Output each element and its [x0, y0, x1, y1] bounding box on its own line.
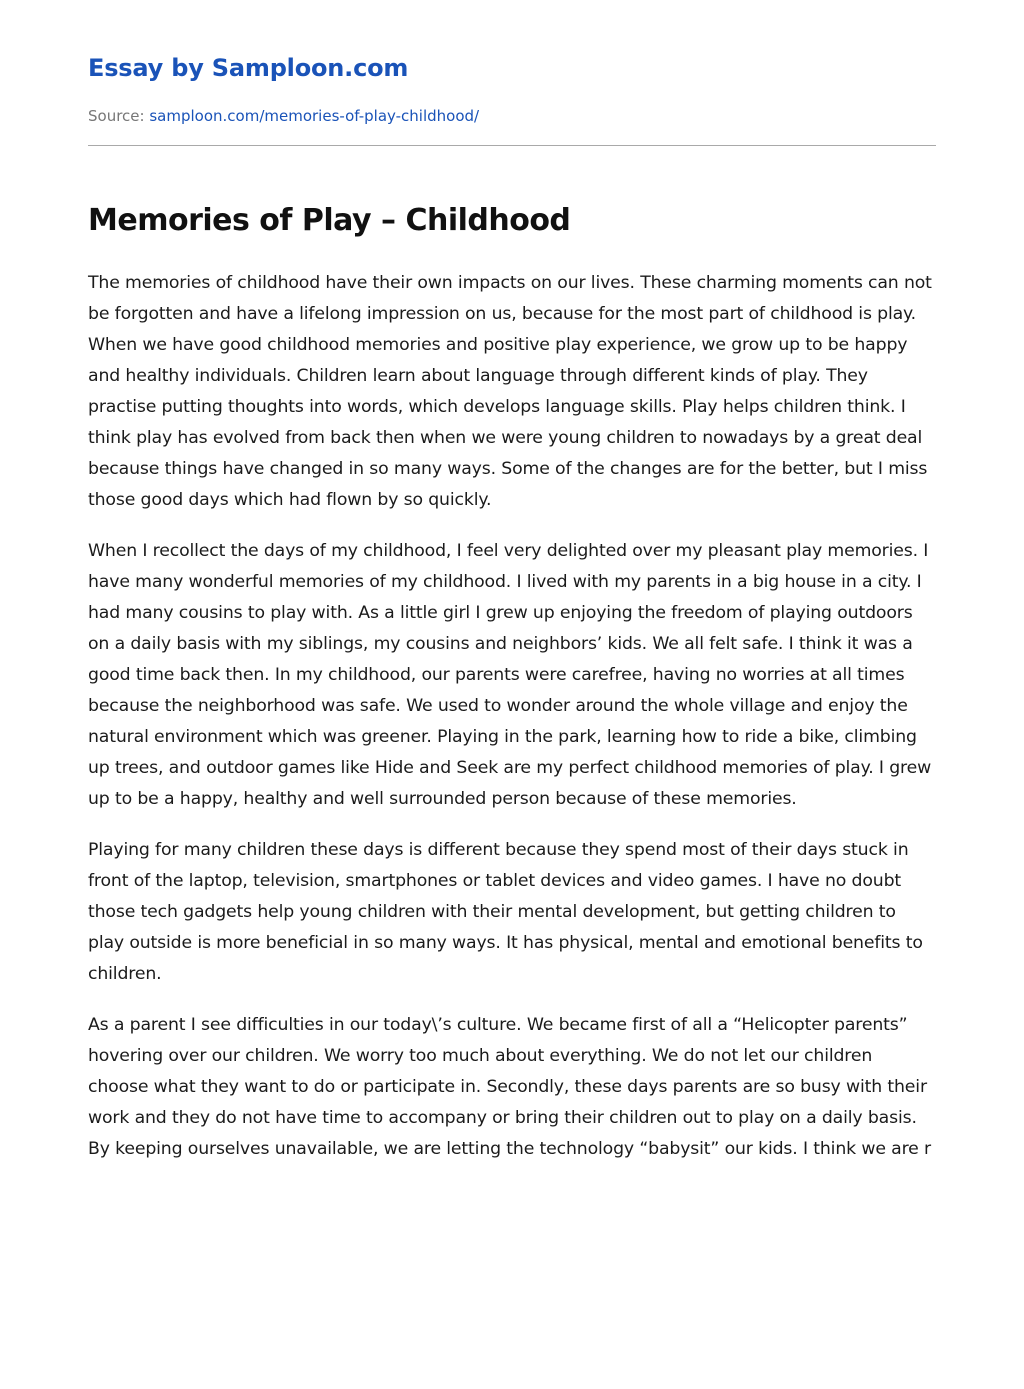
site-brand[interactable]: Essay by Samploon.com: [88, 54, 409, 82]
header-divider: [88, 145, 936, 146]
essay-body: [88, 268, 936, 1185]
source-link[interactable]: samploon.com/memories-of-play-childhood/: [149, 107, 480, 125]
source-label: Source:: [88, 107, 145, 125]
essay-title: Memories of Play – Childhood: [88, 203, 571, 238]
essay-paragraph: The memories of childhood have their own impacts on our lives. These charming moments can not be forgotten and have a lifelong impression on us, because for the most part of childhood is play. When we have good childhood memories and positive play experience, we grow up to be happy and healthy individuals. Children learn about language through different kinds of play. They practise putting thoughts into words, which develops language skills. Play helps children think. I think play has evolved from back then when we were young children to nowadays by a great deal because things have changed in so many ways. Some of the changes are for the better, but I miss those good days which had flown by so quickly.: [88, 273, 932, 510]
essay-paragraph: When I recollect the days of my childhood, I feel very delighted over my pleasant play memories. I have many wonderful memories of my childhood. I lived with my parents in a big house in a city. I had many cousins to play with. As a little girl I grew up enjoying the freedom of playing outdoors on a daily basis with my siblings, my cousins and neighbors’ kids. We all felt safe. I think it was a good time back then. In my childhood, our parents were carefree, having no worries at all times because the neighborhood was safe. We used to wonder around the whole village and enjoy the natural environment which was greener. Playing in the park, learning how to ride a bike, climbing up trees, and outdoor games like Hide and Seek are my perfect childhood memories of play. I grew up to be a happy, healthy and well surrounded person because of these memories.: [88, 541, 932, 809]
essay-paragraph: Playing for many children these days is different because they spend most of their days stuck in front of the laptop, television, smartphones or tablet devices and video games. I have no doubt those tech gadgets help young children with their mental development, but getting children to play outside is more beneficial in so many ways. It has physical, mental and emotional benefits to children.: [88, 840, 923, 984]
source-line: [88, 107, 479, 125]
essay-paragraph: As a parent I see difficulties in our today\’s culture. We became first of all a “Helicopter parents” hovering over our children. We worry too much about everything. We do not let our children choose what they want to do or participate in. Secondly, these days parents are so busy with their work and they do not have time to accompany or bring their children out to play on a daily basis. By keeping ourselves unavailable, we are letting the technology “babysit” our kids. I think we are r: [88, 1015, 931, 1159]
